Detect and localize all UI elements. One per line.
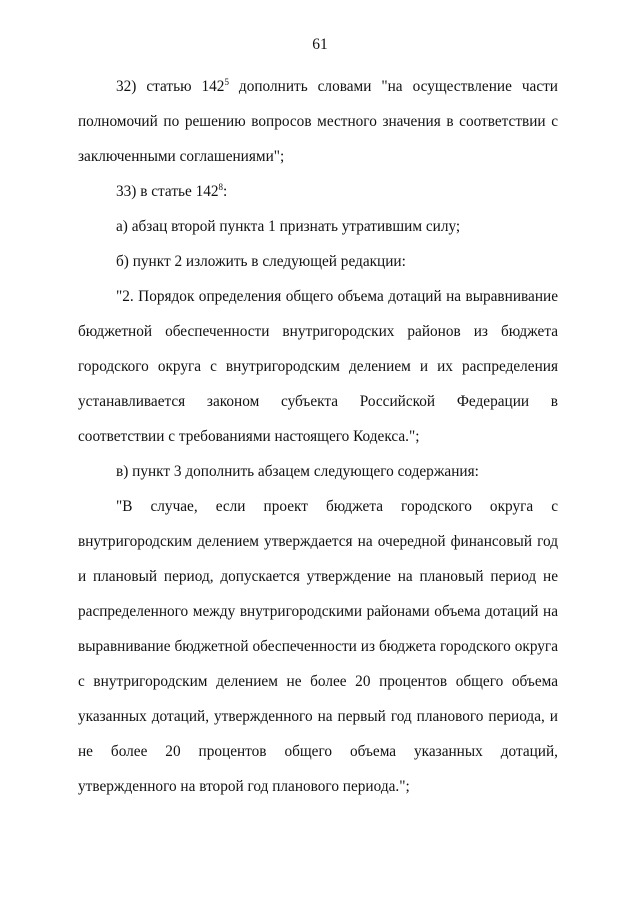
document-body <box>78 69 558 804</box>
paragraph-text: "В случае, если проект бюджета городского округа с внутригородским делением утверждается на очередной финансовый год и плановый период, допускается утверждение на плановый период не распределенного между внутригородскими районами объема дотаций на выравнивание бюджетной обеспеченности из бюджета городского округа с внутригородским делением не более 20 процентов общего объема указанных дотаций, утвержденного на первый год планового периода, и не более 20 процентов общего объема указанных дотаций, утвержденного на второй год планового периода."; <box>78 498 558 795</box>
paragraph-item-33 <box>78 174 558 209</box>
paragraph-subitem-v <box>78 454 558 489</box>
paragraph-text: 32) статью 142 <box>116 78 225 95</box>
paragraph-text: 33) в статье 142 <box>116 183 219 200</box>
paragraph-text: "2. Порядок определения общего объема дотаций на выравнивание бюджетной обеспеченности внутригородских районов из бюджета городского округа с внутригородским делением и их распределения устанавливается законом субъекта Российской Федерации в соответствии с требованиями настоящего Кодекса."; <box>78 288 558 445</box>
paragraph-text: а) абзац второй пункта 1 признать утратившим силу; <box>116 218 461 235</box>
paragraph-text-continued: : <box>223 183 228 200</box>
paragraph-text-continued: дополнить словами "на осуществление части полномочий по решению вопросов местного значения в соответствии с заключенными соглашениями"; <box>78 78 558 165</box>
quoted-paragraph-point-2 <box>78 279 558 454</box>
paragraph-subitem-b <box>78 244 558 279</box>
paragraph-item-32 <box>78 69 558 174</box>
paragraph-text: б) пункт 2 изложить в следующей редакции: <box>116 253 406 270</box>
article-superscript: 5 <box>224 77 229 87</box>
paragraph-text: в) пункт 3 дополнить абзацем следующего содержания: <box>116 463 479 480</box>
paragraph-subitem-a <box>78 209 558 244</box>
quoted-paragraph-addition <box>78 489 558 804</box>
article-superscript: 8 <box>218 182 224 192</box>
page-number: 61 <box>312 36 328 53</box>
